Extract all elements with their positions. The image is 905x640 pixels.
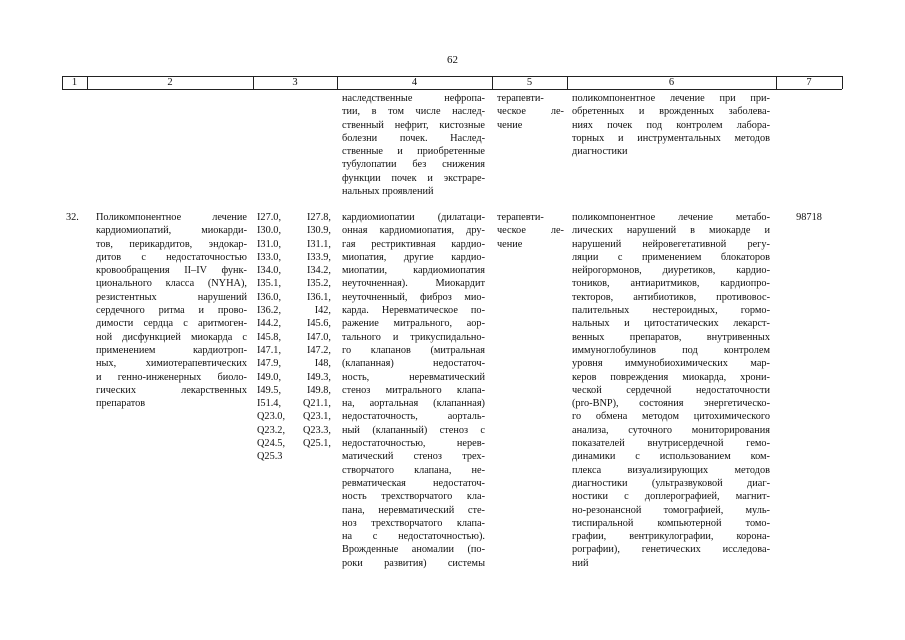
header-col-5: 5 bbox=[526, 77, 533, 88]
header-col-1: 1 bbox=[71, 77, 78, 88]
header-col-7: 7 bbox=[806, 77, 812, 88]
row-number: 32. bbox=[66, 212, 79, 223]
continued-treatment-type-cell: терапевти- ческое ле- чение bbox=[497, 93, 564, 131]
treatment-name-cell: Поликомпонентное лечение кардиомиопатий, миокарди- тов, перикардитов, эндокар- дитов с недостаточностью кровообращения II–IV функ- ционального класса (NYHA), резистентных нарушений сердечного ритма и прово- димости сердца с аритмоген- ной дисфункцией миокарда с применением кардиотроп- ных, химиотерапевтических и генно-инженерных биоло- гических лекарственных препаратов bbox=[96, 212, 247, 410]
icd-codes-column-b: I27.8, I30.9, I31.1, I33.9, I34.2, I35.2, I36.1, I42, I45.6, I47.0, I47.2, I48, I49.3, I49.8, Q21.1, Q23.1, Q23.3, Q25.1, bbox=[302, 212, 331, 450]
header-col-6: 6 bbox=[668, 77, 675, 88]
table-header-bottom-border bbox=[62, 89, 842, 90]
header-divider bbox=[842, 76, 843, 89]
icd-codes-column-a: I27.0, I30.0, I31.0, I33.0, I34.0, I35.1, I36.0, I36.2, I44.2, I45.8, I47.1, I47.9, I49.0, I49.5, I51.4, Q23.0, Q23.2, Q24.5, Q25.3 bbox=[257, 212, 286, 463]
treatment-method-cell: поликомпонентное лечение метабо- лических нарушений в миокарде и нарушений нейровегетативной регу- ляции с применением блокаторов нейрогормонов, диуретиков, кардио- тоников, антиаритмиков, кардиопро- текторов, антибиотиков, противовос- палительных нестероидных, гормо- нальных и цитостатических лекарст- венных препаратов, внутривенных иммуноглобулинов под контролем уровня иммунобиохимических мар- керов повреждения миокарда, хрони- ческой сердечной недостаточности (pro-BNP), состояния энергетическо- го обмена методом цитохимического анализа, суточного мониторирования показателей внутрисердечной гемо- динамики с использованием ком- плекса визуализирующих методов диагностики (ультразвуковой диаг- ностики с доплерографией, магнит- но-резонансной томографией, муль- тиспиральной компьютерной томо- графии, вентрикулографии, корона- рографии), генетических исследова- ний bbox=[572, 212, 770, 569]
header-col-2: 2 bbox=[167, 77, 173, 88]
norm-value-cell: 98718 bbox=[796, 212, 822, 223]
header-col-4: 4 bbox=[411, 77, 418, 88]
header-col-3: 3 bbox=[292, 77, 298, 88]
continued-method-cell: поликомпонентное лечение при при- обретенных и врожденных заболева- ниях почек под контролем лабора- торных и инструментальных методов диагностики bbox=[572, 93, 770, 158]
page-number: 62 bbox=[447, 54, 458, 66]
diagnosis-cell: кардиомиопатии (дилатаци- онная кардиомиопатия, дру- гая рестриктивная кардио- миопатия, другие кардио- миопатии, кардиомиопатия неуточненная). Миокардит неуточненный, фиброз мио- карда. Неревматическое по- ражение митрального, аор- тального и трикуспидально- го клапанов (митральная (клапанная) недостаточ- ность, неревматический стеноз митрального клапа- на, аортальная (клапанная) недостаточность, аорталь- ный (клапанный) стеноз с недостаточностью, нерев- матический стеноз трех- створчатого клапана, не- ревматическая недостаточ- ность трехстворчатого кла- пана, неревматический сте- ноз трехстворчатого клапа- на с недостаточностью). Врожденные аномалии (по- роки развития) системы bbox=[342, 212, 485, 569]
treatment-type-cell: терапевти- ческое ле- чение bbox=[497, 212, 564, 250]
continued-diagnosis-cell: наследственные нефропа- тии, в том числе наслед- ственный нефрит, кистозные болезни почек. Наслед- ственные и приобретенные тубулопатии без снижения функции почек и экстраре- нальных проявлений bbox=[342, 93, 485, 198]
